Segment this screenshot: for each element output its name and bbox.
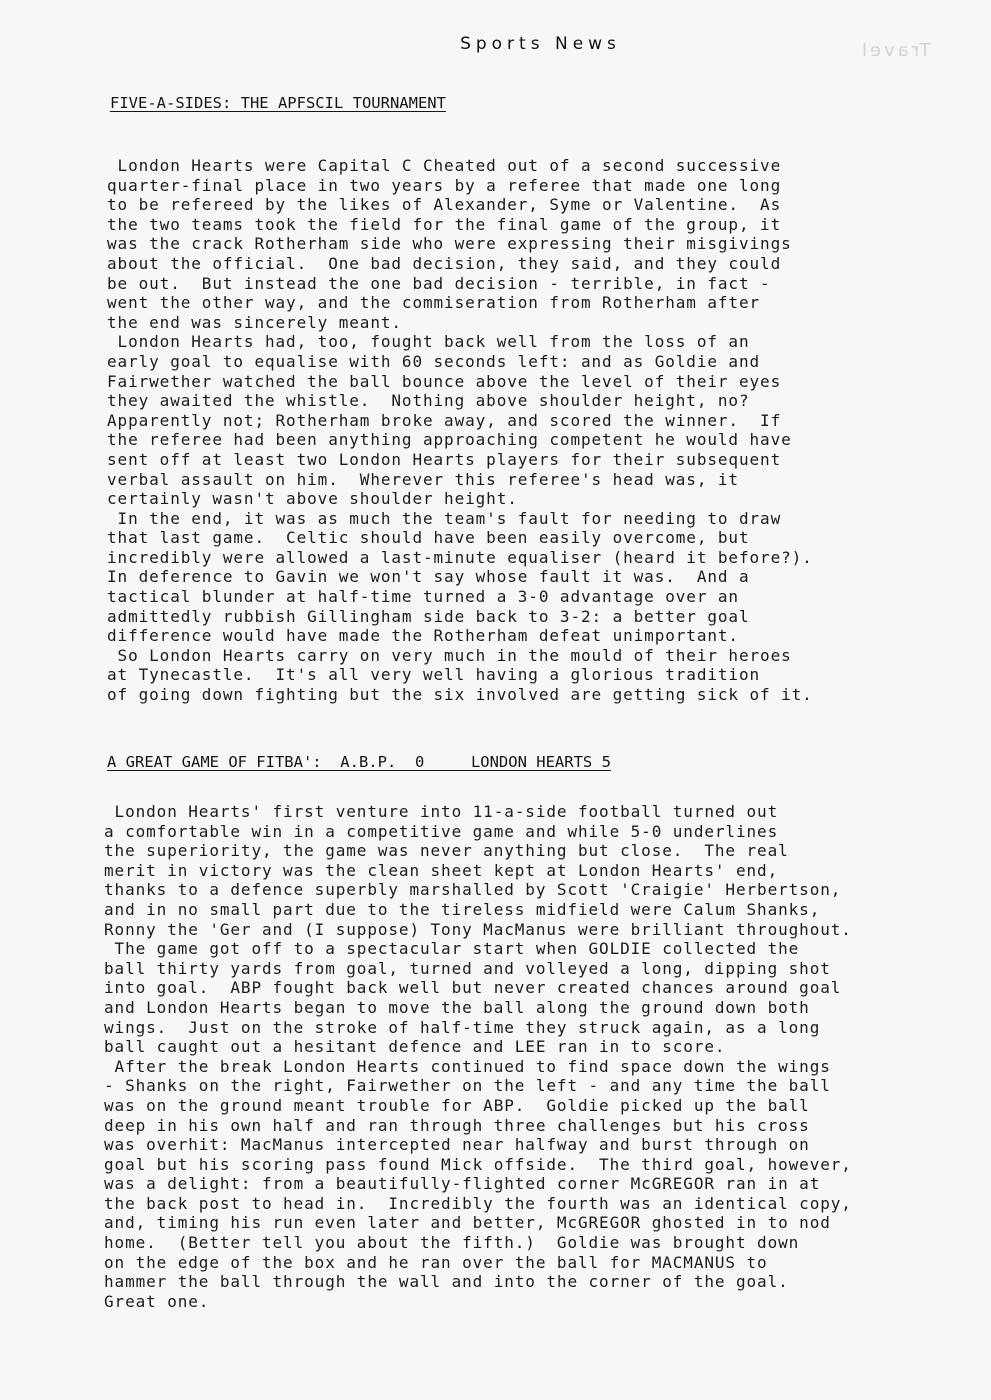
article-line: hammer the ball through the wall and into the corner of the goal. (104, 1272, 789, 1292)
article-line: After the break London Hearts continued to find space down the wings (104, 1056, 831, 1076)
article-line: - Shanks on the right, Fairwether on the left - and any time the ball (104, 1076, 831, 1096)
article-line: that last game. Celtic should have been easily overcome, but (107, 528, 750, 548)
article-line: thanks to a defence superbly marshalled by Scott 'Craigie' Herbertson, (104, 880, 842, 900)
article-line: verbal assault on him. Wherever this referee's head was, it (107, 469, 739, 489)
article-line: went the other way, and the commiseration from Rotherham after (107, 293, 761, 313)
article-line: wings. Just on the stroke of half-time they struck again, as a long (104, 1017, 821, 1037)
article-line: London Hearts were Capital C Cheated out of a second successive (107, 156, 782, 175)
article-line: Fairwether watched the ball bounce above the level of their eyes (107, 371, 782, 391)
match-report-article (104, 802, 964, 1311)
article-line: So London Hearts carry on very much in the mould of their heroes (107, 645, 792, 665)
article-line: the referee had been anything approaching competent he would have (107, 430, 792, 450)
article-line: home. (Better tell you about the fifth.) Goldie was brought down (104, 1233, 800, 1253)
tournament-heading: FIVE-A-SIDES: THE APFSCIL TOURNAMENT (110, 94, 446, 112)
article-line: was on the ground meant trouble for ABP. Goldie picked up the ball (104, 1095, 810, 1115)
article-line: In deference to Gavin we won't say whose fault it was. And a (107, 567, 750, 587)
article-line: certainly wasn't above shoulder height. (107, 489, 518, 509)
article-line: difference would have made the Rotherham defeat unimportant. (107, 626, 739, 646)
article-line: sent off at least two London Hearts players for their subsequent (107, 449, 782, 469)
article-line: about the official. One bad decision, they said, and they could (107, 253, 782, 273)
article-line: In the end, it was as much the team's fault for needing to draw (107, 508, 782, 528)
article-line: on the edge of the box and he ran over the ball for MACMANUS to (104, 1252, 768, 1272)
article-line: tactical blunder at half-time turned a 3-0 advantage over an (107, 587, 739, 607)
article-line: deep in his own half and ran through three challenges but his cross (104, 1115, 810, 1135)
article-line: admittedly rubbish Gillingham side back to 3-2: a better goal (107, 606, 750, 626)
article-line: a comfortable win in a competitive game and while 5-0 underlines (104, 821, 779, 841)
article-line: London Hearts had, too, fought back well from the loss of an (107, 332, 750, 352)
article-line: was a delight: from a beautifully-flighted corner McGREGOR ran in at (104, 1174, 821, 1194)
article-line: goal but his scoring pass found Mick offside. The third goal, however, (104, 1154, 852, 1174)
article-line: Ronny the 'Ger and (I suppose) Tony MacManus were brilliant throughout. (104, 919, 852, 939)
article-line: ball caught out a hesitant defence and LEE ran in to score. (104, 1037, 726, 1057)
article-line: of going down fighting but the six involved are getting sick of it. (107, 685, 813, 705)
article-line: the back post to head in. Incredibly the fourth was an identical copy, (104, 1193, 852, 1213)
article-line: and, timing his run even later and better, McGREGOR ghosted in to nod (104, 1213, 831, 1233)
article-line: quarter-final place in two years by a referee that made one long (107, 175, 782, 195)
article-line: London Hearts' first venture into 11-a-side football turned out (104, 802, 779, 821)
article-line: the end was sincerely meant. (107, 312, 402, 332)
show-through-text: Travel (859, 40, 931, 61)
article-line: early goal to equalise with 60 seconds left: and as Goldie and (107, 351, 761, 371)
article-line: at Tynecastle. It's all very well having a glorious tradition (107, 665, 761, 685)
article-line: into goal. ABP fought back well but never created chances around goal (104, 978, 842, 998)
article-line: the two teams took the field for the final game of the group, it (107, 214, 782, 234)
match-report-heading: A GREAT GAME OF FITBA': A.B.P. 0 LONDON HEARTS 5 (107, 753, 611, 771)
article-line: The game got off to a spectacular start when GOLDIE collected the (104, 939, 800, 959)
article-line: Apparently not; Rotherham broke away, and scored the winner. If (107, 410, 782, 430)
article-line: ball thirty yards from goal, turned and volleyed a long, dipping shot (104, 958, 831, 978)
article-line: they awaited the whistle. Nothing above shoulder height, no? (107, 391, 750, 411)
article-line: was the crack Rotherham side who were expressing their misgivings (107, 234, 792, 254)
article-line: was overhit: MacManus intercepted near halfway and burst through on (104, 1135, 810, 1155)
article-line: merit in victory was the clean sheet kept at London Hearts' end, (104, 860, 779, 880)
page-header (0, 34, 991, 54)
article-line: the superiority, the game was never anything but close. The real (104, 841, 789, 861)
page-title: Sports News (460, 34, 621, 54)
article-line: and London Hearts began to move the ball along the ground down both (104, 997, 810, 1017)
article-line: incredibly were allowed a last-minute equaliser (heard it before?). (107, 547, 813, 567)
article-line: and in no small part due to the tireless midfield were Calum Shanks, (104, 899, 821, 919)
article-line: be out. But instead the one bad decision - terrible, in fact - (107, 273, 771, 293)
article-line: to be refereed by the likes of Alexander, Syme or Valentine. As (107, 195, 782, 215)
tournament-article (107, 156, 937, 705)
article-line: Great one. (104, 1291, 210, 1311)
